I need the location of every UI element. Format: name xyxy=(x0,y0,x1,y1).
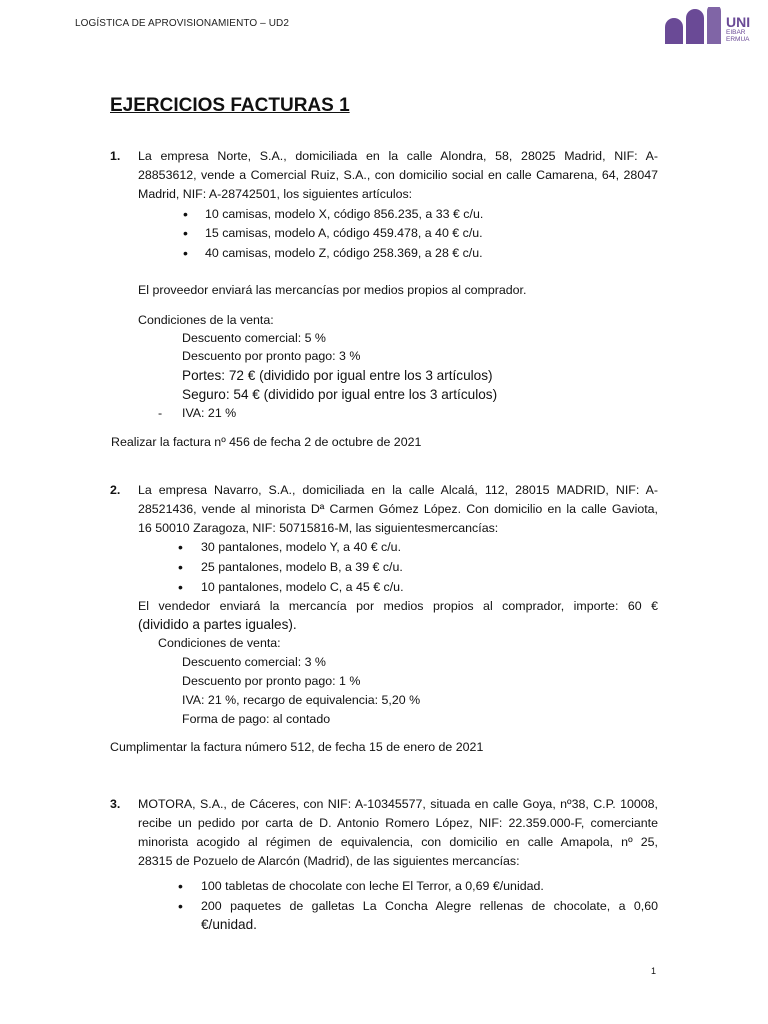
exercise-1-condition: Descuento comercial: 5 % xyxy=(182,331,326,345)
exercise-2-line-2: 28521436, vende al minorista Dª Carmen Gómez López. Con domicilio en la calle Gaviota, xyxy=(138,502,658,516)
exercise-1-condition: Portes: 72 € (dividido por igual entre los 3 artículos) xyxy=(182,368,493,383)
exercise-1-iva: IVA: 21 % xyxy=(182,406,237,420)
exercise-2-conditions-title: Condiciones de venta: xyxy=(158,636,281,650)
exercise-2-line-1: La empresa Navarro, S.A., domiciliada en la calle Alcalá, 112, 28015 MADRID, NIF: A- xyxy=(138,483,658,497)
exercise-3-item: 100 tabletas de chocolate con leche El Terror, a 0,69 €/unidad. xyxy=(201,879,544,893)
logo-text-ermua: ERMUA xyxy=(726,36,750,43)
exercise-1-item: 15 camisas, modelo A, código 459.478, a 40 € c/u. xyxy=(205,226,483,240)
bullet-icon: • xyxy=(183,225,188,241)
exercise-3-item-continuation: €/unidad. xyxy=(201,917,257,932)
exercise-2-condition: Descuento por pronto pago: 1 % xyxy=(182,674,361,688)
bullet-icon: • xyxy=(178,539,183,555)
uni-eibar-ermua-logo xyxy=(664,7,754,45)
exercise-1-shipping: El proveedor enviará las mercancías por medios propios al comprador. xyxy=(138,283,527,297)
bullet-icon: • xyxy=(183,206,188,222)
exercise-1-item: 10 camisas, modelo X, código 856.235, a 33 € c/u. xyxy=(205,207,484,221)
exercise-2-item: 30 pantalones, modelo Y, a 40 € c/u. xyxy=(201,540,402,554)
list-dash: - xyxy=(158,406,163,420)
exercise-1-conditions-title: Condiciones de la venta: xyxy=(138,313,274,327)
page-number: 1 xyxy=(651,966,657,976)
exercise-3-line-1: MOTORA, S.A., de Cáceres, con NIF: A-10345577, situada en calle Goya, nº38, C.P. 10008, xyxy=(138,797,658,811)
exercise-3-line-3: minorista acogido al régimen de equivalencia, con domicilio en calle Amapola, nº 25, xyxy=(138,835,658,849)
exercise-2-condition: Descuento comercial: 3 % xyxy=(182,655,326,669)
exercise-2-number: 2. xyxy=(110,483,121,497)
exercise-1-condition: Descuento por pronto pago: 3 % xyxy=(182,349,361,363)
exercise-1-line-2: 28853612, vende a Comercial Ruiz, S.A., con domicilio social en calle Camarena, 64, 28047 xyxy=(138,168,658,182)
exercise-1-number: 1. xyxy=(110,149,121,163)
exercise-1-condition: Seguro: 54 € (dividido por igual entre los 3 artículos) xyxy=(182,387,498,402)
exercise-1-line-1: La empresa Norte, S.A., domiciliada en la calle Alondra, 58, 28025 Madrid, NIF: A- xyxy=(138,149,658,163)
bullet-icon: • xyxy=(178,898,183,914)
exercise-1-item: 40 camisas, modelo Z, código 258.369, a 28 € c/u. xyxy=(205,246,483,260)
exercise-2-condition: Forma de pago: al contado xyxy=(182,712,331,726)
bullet-icon: • xyxy=(183,245,188,261)
bullet-icon: • xyxy=(178,579,183,595)
exercise-2-item: 25 pantalones, modelo B, a 39 € c/u. xyxy=(201,560,403,574)
bullet-icon: • xyxy=(178,559,183,575)
logo-text-eibar: EIBAR xyxy=(726,29,746,36)
exercise-1-task: Realizar la factura nº 456 de fecha 2 de octubre de 2021 xyxy=(111,435,422,449)
exercise-2-task: Cumplimentar la factura número 512, de fecha 15 de enero de 2021 xyxy=(110,740,484,754)
exercise-3-line-2: recibe un pedido por carta de D. Antonio Romero López, NIF: 22.359.000-F, comerciante xyxy=(138,816,658,830)
logo-text-uni: UNI xyxy=(726,14,751,30)
exercise-3-number: 3. xyxy=(110,797,121,811)
running-header: LOGÍSTICA DE APROVISIONAMIENTO – UD2 xyxy=(75,18,290,29)
exercise-1-line-3: Madrid, NIF: A-28742501, los siguientes artículos: xyxy=(138,187,413,201)
document-title: EJERCICIOS FACTURAS 1 xyxy=(110,95,350,116)
exercise-2-shipping-line-1: El vendedor enviará la mercancía por medios propios al comprador, importe: 60 € xyxy=(138,599,658,613)
exercise-2-shipping-line-2: (dividido a partes iguales). xyxy=(138,617,297,632)
bullet-icon: • xyxy=(178,878,183,894)
exercise-2-condition: IVA: 21 %, recargo de equivalencia: 5,20 % xyxy=(182,693,421,707)
exercise-3-line-4: 28315 de Pozuelo de Alarcón (Madrid), de las siguientes mercancías: xyxy=(138,854,520,868)
exercise-2-line-3: 16 50010 Zaragoza, NIF: 50715816-M, las siguientesmercancías: xyxy=(138,521,499,535)
exercise-3-item: 200 paquetes de galletas La Concha Alegre rellenas de chocolate, a 0,60 xyxy=(201,899,658,913)
exercise-2-item: 10 pantalones, modelo C, a 45 € c/u. xyxy=(201,580,404,594)
